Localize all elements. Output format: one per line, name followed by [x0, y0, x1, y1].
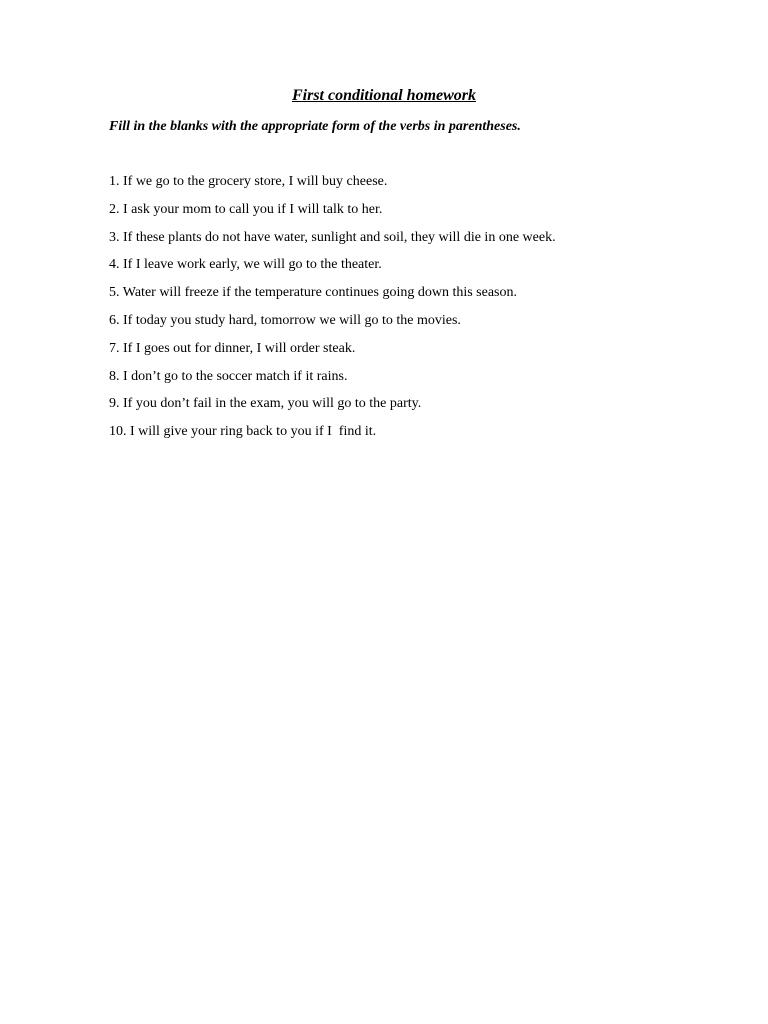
exercise-item-4: 4. If I leave work early, we will go to the theater.	[109, 257, 382, 273]
instructions-text: Fill in the blanks with the appropriate form of the verbs in parentheses.	[109, 119, 521, 134]
document-title: First conditional homework	[291, 87, 477, 104]
exercise-item-8: 8. I don’t go to the soccer match if it rains.	[109, 368, 348, 384]
exercise-item-2: 2. I ask your mom to call you if I will talk to her.	[109, 201, 383, 217]
exercise-item-1: 1. If we go to the grocery store, I will buy cheese.	[109, 174, 388, 189]
exercise-item-7: 7. If I goes out for dinner, I will order steak.	[109, 340, 356, 356]
exercise-item-5: 5. Water will freeze if the temperature continues going down this season.	[109, 285, 517, 301]
exercise-list	[109, 173, 556, 451]
exercise-item-3: 3. If these plants do not have water, sunlight and soil, they will die in one week.	[109, 229, 556, 245]
exercise-item-10: 10. I will give your ring back to you if I find it.	[109, 424, 377, 440]
exercise-item-9: 9. If you don’t fail in the exam, you will go to the party.	[109, 396, 422, 412]
exercise-item-6: 6. If today you study hard, tomorrow we will go to the movies.	[109, 312, 461, 328]
